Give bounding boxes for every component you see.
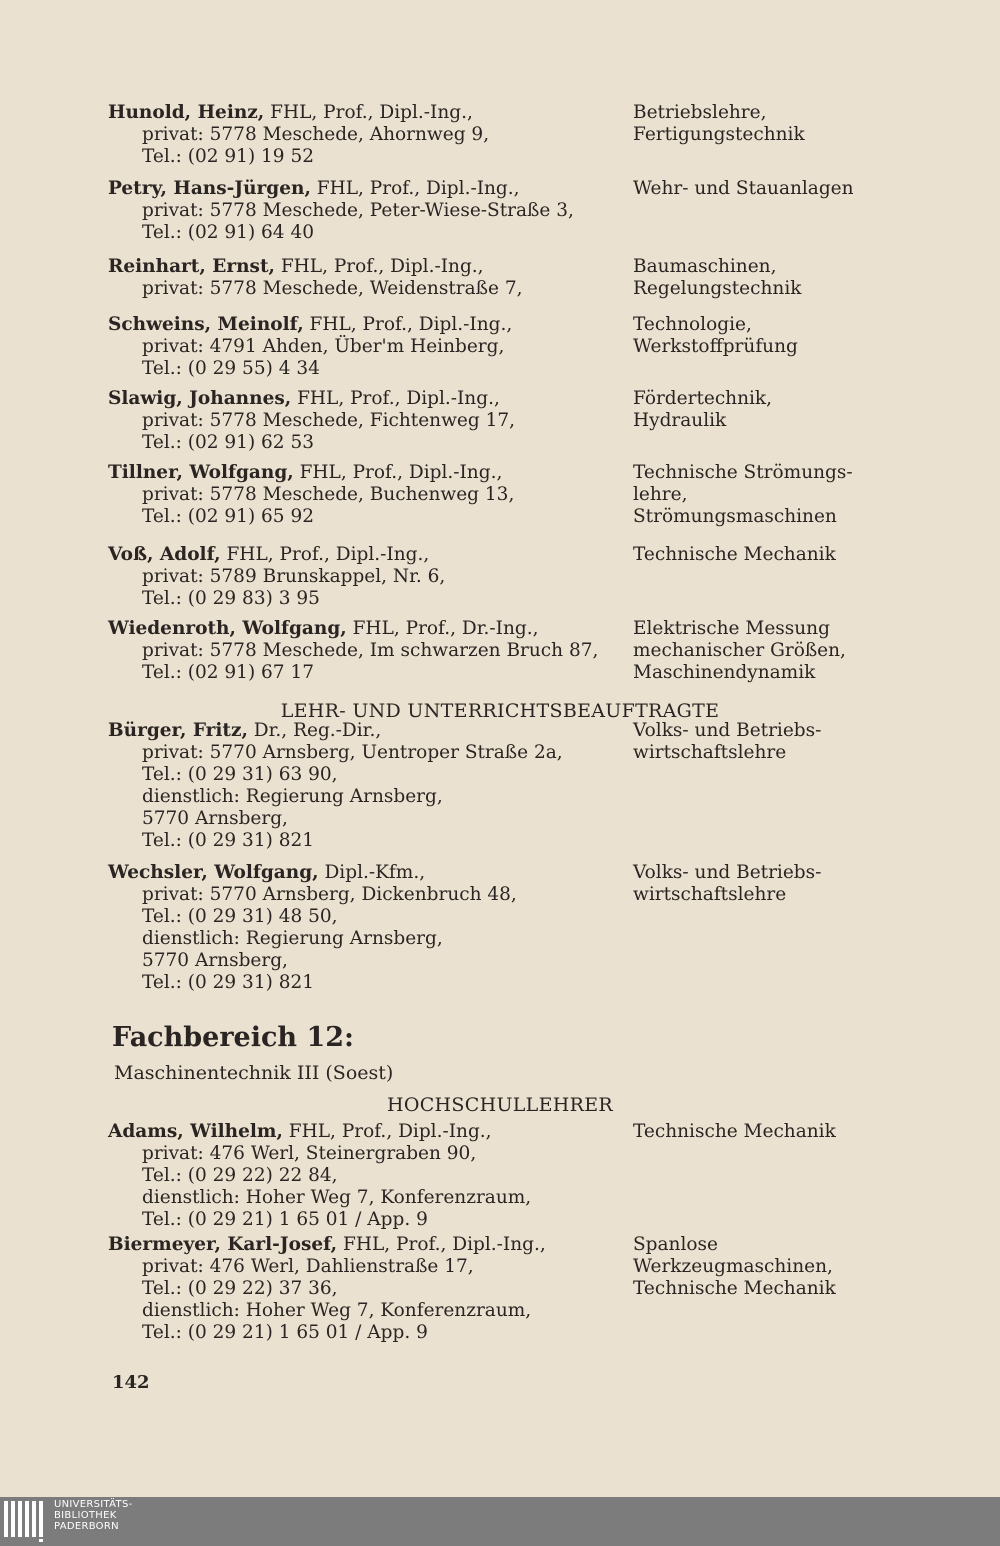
address-line: privat: 5778 Meschede, Fichtenweg 17, — [142, 410, 516, 431]
library-logo-text: UNIVERSITÄTS- BIBLIOTHEK PADERBORN — [54, 1499, 133, 1532]
entry-subject — [633, 720, 963, 764]
subject-line: Fertigungstechnik — [633, 124, 805, 145]
person-title: FHL, Prof., Dipl.-Ing., — [274, 256, 484, 277]
address-line: dienstlich: Hoher Weg 7, Konferenzraum, — [142, 1187, 532, 1208]
subject-line: Regelungstechnik — [633, 278, 802, 299]
address-line: Tel.: (02 91) 64 40 — [142, 222, 315, 243]
person-title: FHL, Prof., Dipl.-Ing., — [303, 314, 513, 335]
subject-line: Technologie, — [633, 314, 752, 335]
fachbereich-title: Fachbereich 12: — [112, 1022, 354, 1053]
entry-subject — [633, 618, 963, 684]
library-logo-icon — [4, 1501, 46, 1542]
address-line: privat: 5778 Meschede, Buchenweg 13, — [142, 484, 515, 505]
subject-line: Technische Mechanik — [633, 1121, 836, 1142]
person-title: FHL, Prof., Dr.-Ing., — [346, 618, 539, 639]
subject-line: Baumaschinen, — [633, 256, 777, 277]
person-name: Wiedenroth, Wolfgang, — [108, 618, 347, 639]
entry-name-line — [108, 618, 623, 640]
entry-address — [108, 1234, 623, 1344]
fachbereich-subtitle: Maschinentechnik III (Soest) — [114, 1062, 394, 1084]
library-footer — [0, 1497, 1000, 1546]
entry-address — [108, 1121, 623, 1231]
subject-line: Strömungsmaschinen — [633, 506, 837, 527]
entry-address — [108, 618, 623, 684]
person-name: Reinhart, Ernst, — [108, 256, 275, 277]
entry-subject — [633, 102, 963, 146]
person-title: FHL, Prof., Dipl.-Ing., — [293, 462, 503, 483]
subject-line: Fördertechnik, — [633, 388, 773, 409]
address-line: 5770 Arnsberg, — [142, 950, 288, 971]
subject-line: mechanischer Größen, — [633, 640, 846, 661]
page-number: 142 — [112, 1372, 150, 1393]
entry-name-line — [108, 720, 623, 742]
entry-address — [108, 256, 623, 300]
entry-name-line — [108, 256, 623, 278]
person-name: Adams, Wilhelm, — [108, 1121, 283, 1142]
subject-line: Volks- und Betriebs- — [633, 862, 822, 883]
subject-line: Elektrische Messung — [633, 618, 830, 639]
person-title: FHL, Prof., Dipl.-Ing., — [291, 388, 500, 409]
address-line: dienstlich: Hoher Weg 7, Konferenzraum, — [142, 1300, 532, 1321]
subject-line: Betriebslehre, — [633, 102, 767, 123]
person-title: FHL, Prof., Dipl.-Ing., — [282, 1121, 492, 1142]
address-line: Tel.: (0 29 22) 22 84, — [142, 1165, 338, 1186]
address-line: Tel.: (02 91) 65 92 — [142, 506, 315, 527]
entry-name-line — [108, 1234, 623, 1256]
subject-line: Werkstoffprüfung — [633, 336, 798, 357]
subject-line: Spanlose — [633, 1234, 718, 1255]
entry-name-line — [108, 462, 623, 484]
person-name: Hunold, Heinz, — [108, 102, 265, 123]
subject-line: Technische Strömungs- — [633, 462, 853, 483]
lehr-heading: LEHR- UND UNTERRICHTSBEAUFTRAGTE — [280, 700, 720, 722]
person-name: Wechsler, Wolfgang, — [108, 862, 319, 883]
subject-line: Werkzeugmaschinen, — [633, 1256, 833, 1277]
entry-name-line — [108, 862, 623, 884]
person-title: FHL, Prof., Dipl.-Ing., — [220, 544, 430, 565]
person-name: Schweins, Meinolf, — [108, 314, 304, 335]
entry-name-line — [108, 102, 623, 124]
hochschullehrer-heading: HOCHSCHULLEHRER — [386, 1094, 614, 1116]
address-line: Tel.: (0 29 31) 821 — [142, 972, 315, 993]
person-title: FHL, Prof., Dipl.-Ing., — [264, 102, 473, 123]
person-name: Petry, Hans-Jürgen, — [108, 178, 311, 199]
entry-address — [108, 462, 623, 528]
address-line: privat: 5778 Meschede, Peter-Wiese-Straße 3, — [142, 200, 574, 221]
address-line: privat: 476 Werl, Dahlienstraße 17, — [142, 1256, 474, 1277]
address-line: privat: 4791 Ahden, Über'm Heinberg, — [142, 336, 505, 357]
entry-address — [108, 720, 623, 852]
entry-name-line — [108, 178, 623, 200]
entry-subject — [633, 388, 963, 432]
person-title: Dr., Reg.-Dir., — [247, 720, 382, 741]
entry-subject — [633, 1234, 963, 1300]
address-line: dienstlich: Regierung Arnsberg, — [142, 928, 443, 949]
address-line: Tel.: (0 29 31) 63 90, — [142, 764, 338, 785]
address-line: privat: 5770 Arnsberg, Dickenbruch 48, — [142, 884, 517, 905]
address-line: 5770 Arnsberg, — [142, 808, 288, 829]
entry-address — [108, 178, 623, 244]
subject-line: wirtschaftslehre — [633, 742, 787, 763]
address-line: Tel.: (0 29 22) 37 36, — [142, 1278, 338, 1299]
entry-address — [108, 314, 623, 380]
entry-subject — [633, 256, 963, 300]
entry-subject — [633, 462, 963, 528]
entry-address — [108, 102, 623, 168]
entry-name-line — [108, 388, 623, 410]
person-name: Bürger, Fritz, — [108, 720, 248, 741]
person-name: Slawig, Johannes, — [108, 388, 292, 409]
entry-subject — [633, 1121, 963, 1143]
address-line: Tel.: (0 29 21) 1 65 01 / App. 9 — [142, 1322, 428, 1343]
address-line: Tel.: (02 91) 62 53 — [142, 432, 315, 453]
person-name: Tillner, Wolfgang, — [108, 462, 294, 483]
address-line: Tel.: (0 29 21) 1 65 01 / App. 9 — [142, 1209, 428, 1230]
entry-name-line — [108, 544, 623, 566]
address-line: privat: 476 Werl, Steinergraben 90, — [142, 1143, 477, 1164]
address-line: Tel.: (0 29 55) 4 34 — [142, 358, 320, 379]
subject-line: wirtschaftslehre — [633, 884, 787, 905]
address-line: privat: 5789 Brunskappel, Nr. 6, — [142, 566, 446, 587]
subject-line: Wehr- und Stauanlagen — [633, 178, 854, 199]
person-name: Biermeyer, Karl-Josef, — [108, 1234, 338, 1255]
entry-subject — [633, 862, 963, 906]
address-line: Tel.: (0 29 31) 48 50, — [142, 906, 338, 927]
subject-line: Hydraulik — [633, 410, 727, 431]
address-line: privat: 5778 Meschede, Ahornweg 9, — [142, 124, 490, 145]
address-line: Tel.: (0 29 83) 3 95 — [142, 588, 320, 609]
address-line: Tel.: (02 91) 67 17 — [142, 662, 315, 683]
entry-address — [108, 388, 623, 454]
subject-line: Volks- und Betriebs- — [633, 720, 822, 741]
person-title: Dipl.-Kfm., — [318, 862, 426, 883]
address-line: Tel.: (0 29 31) 821 — [142, 830, 315, 851]
person-name: Voß, Adolf, — [108, 544, 221, 565]
entry-address — [108, 862, 623, 994]
person-title: FHL, Prof., Dipl.-Ing., — [310, 178, 520, 199]
person-title: FHL, Prof., Dipl.-Ing., — [337, 1234, 546, 1255]
entry-address — [108, 544, 623, 610]
entry-name-line — [108, 1121, 623, 1143]
address-line: privat: 5778 Meschede, Im schwarzen Bruch 87, — [142, 640, 599, 661]
address-line: dienstlich: Regierung Arnsberg, — [142, 786, 443, 807]
entry-subject — [633, 178, 963, 200]
subject-line: Technische Mechanik — [633, 1278, 836, 1299]
entry-name-line — [108, 314, 623, 336]
address-line: Tel.: (02 91) 19 52 — [142, 146, 315, 167]
address-line: privat: 5770 Arnsberg, Uentroper Straße 2a, — [142, 742, 563, 763]
entry-subject — [633, 544, 963, 566]
entry-subject — [633, 314, 963, 358]
subject-line: Technische Mechanik — [633, 544, 836, 565]
address-line: privat: 5778 Meschede, Weidenstraße 7, — [142, 278, 523, 299]
subject-line: lehre, — [633, 484, 688, 505]
subject-line: Maschinendynamik — [633, 662, 816, 683]
